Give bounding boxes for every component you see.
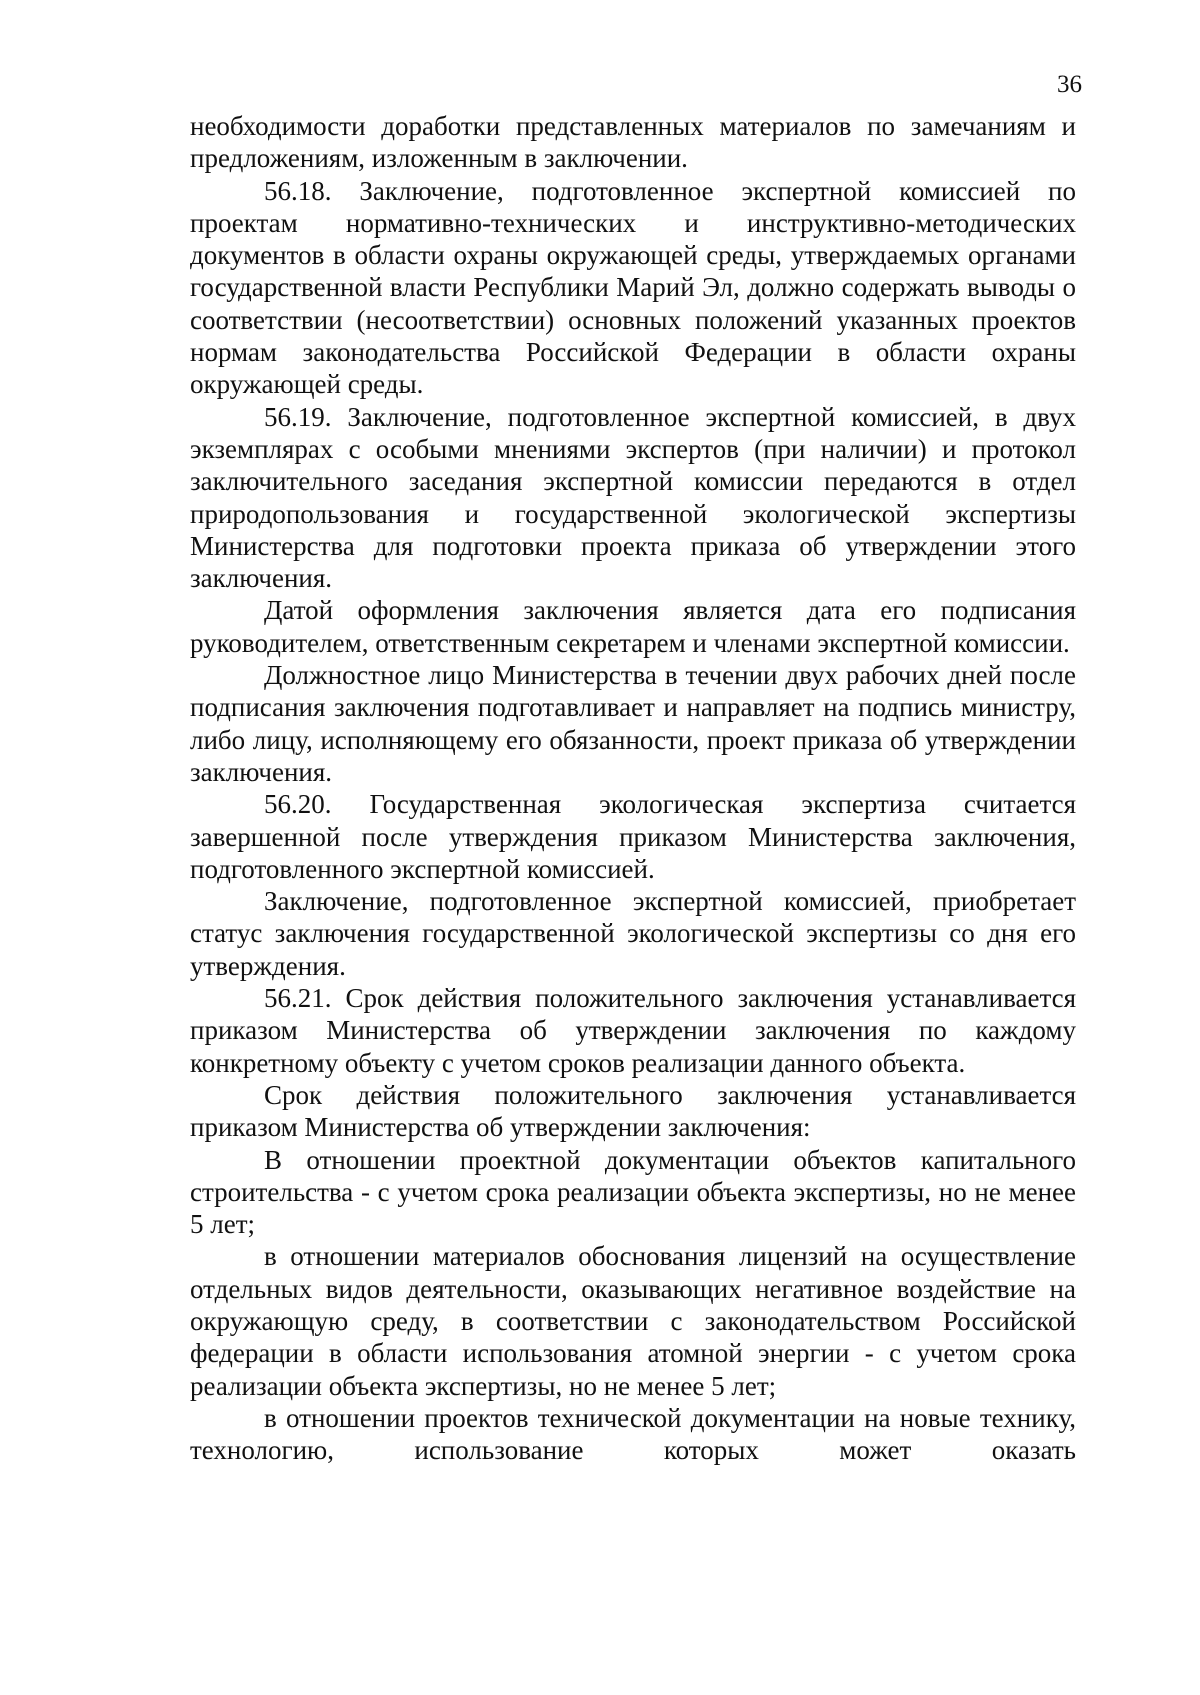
- document-body: [190, 110, 1076, 1466]
- paragraph-56-18: 56.18. Заключение, подготовленное экспертной комиссией по проектам нормативно-технических и инструктивно-методических документов в области охраны окружающей среды, утверждаемых органами государственной власти Республики Марий Эл, должно содержать выводы о соответствии (несоответствии) основных положений указанных проектов нормам законодательства Российской Федерации в области охраны окружающей среды.: [190, 175, 1076, 400]
- paragraph-56-20: 56.20. Государственная экологическая экспертиза считается завершенной после утверждения приказом Министерства заключения, подготовленного экспертной комиссией.: [190, 789, 1076, 884]
- paragraph-56-19: 56.19. Заключение, подготовленное экспертной комиссией, в двух экземплярах с особыми мнениями экспертов (при наличии) и протокол заключительного заседания экспертной комиссии передаются в отдел природопользования и государственной экологической экспертизы Министерства для подготовки проекта приказа об утверждении этого заключения.: [190, 401, 1076, 594]
- paragraph-signing-date: Датой оформления заключения является дата его подписания руководителем, ответственным секретарем и членами экспертной комиссии.: [190, 595, 1076, 658]
- paragraph-continuation: необходимости доработки представленных материалов по замечаниям и предложениям, изложенным в заключении.: [190, 111, 1076, 174]
- paragraph-validity-period: Срок действия положительного заключения устанавливается приказом Министерства об утверждении заключения:: [190, 1079, 1076, 1143]
- list-item-licenses: в отношении материалов обоснования лицензий на осуществление отдельных видов деятельности, оказывающих негативное воздействие на окружающую среду, в соответствии с законодательством Российской федерации в области использования атомной энергии - с учетом срока реализации объекта экспертизы, но не менее 5 лет;: [190, 1241, 1076, 1401]
- paragraph-56-21: 56.21. Срок действия положительного заключения устанавливается приказом Министерства об утверждении заключения по каждому конкретному объекту с учетом сроков реализации данного объекта.: [190, 983, 1076, 1078]
- page-number: 36: [1057, 71, 1082, 98]
- paragraph-conclusion-status: Заключение, подготовленное экспертной комиссией, приобретает статус заключения государственной экологической экспертизы со дня его утверждения.: [190, 886, 1076, 981]
- paragraph-official-duties: Должностное лицо Министерства в течении двух рабочих дней после подписания заключения подготавливает и направляет на подпись министру, либо лицу, исполняющему его обязанности, проект приказа об утверждении заключения.: [190, 660, 1076, 787]
- list-item-technical-documentation: в отношении проектов технической документации на новые технику, технологию, использование которых может оказать: [190, 1402, 1076, 1466]
- list-item-capital-construction: В отношении проектной документации объектов капитального строительства - с учетом срока реализации объекта экспертизы, но не менее 5 лет;: [190, 1144, 1076, 1240]
